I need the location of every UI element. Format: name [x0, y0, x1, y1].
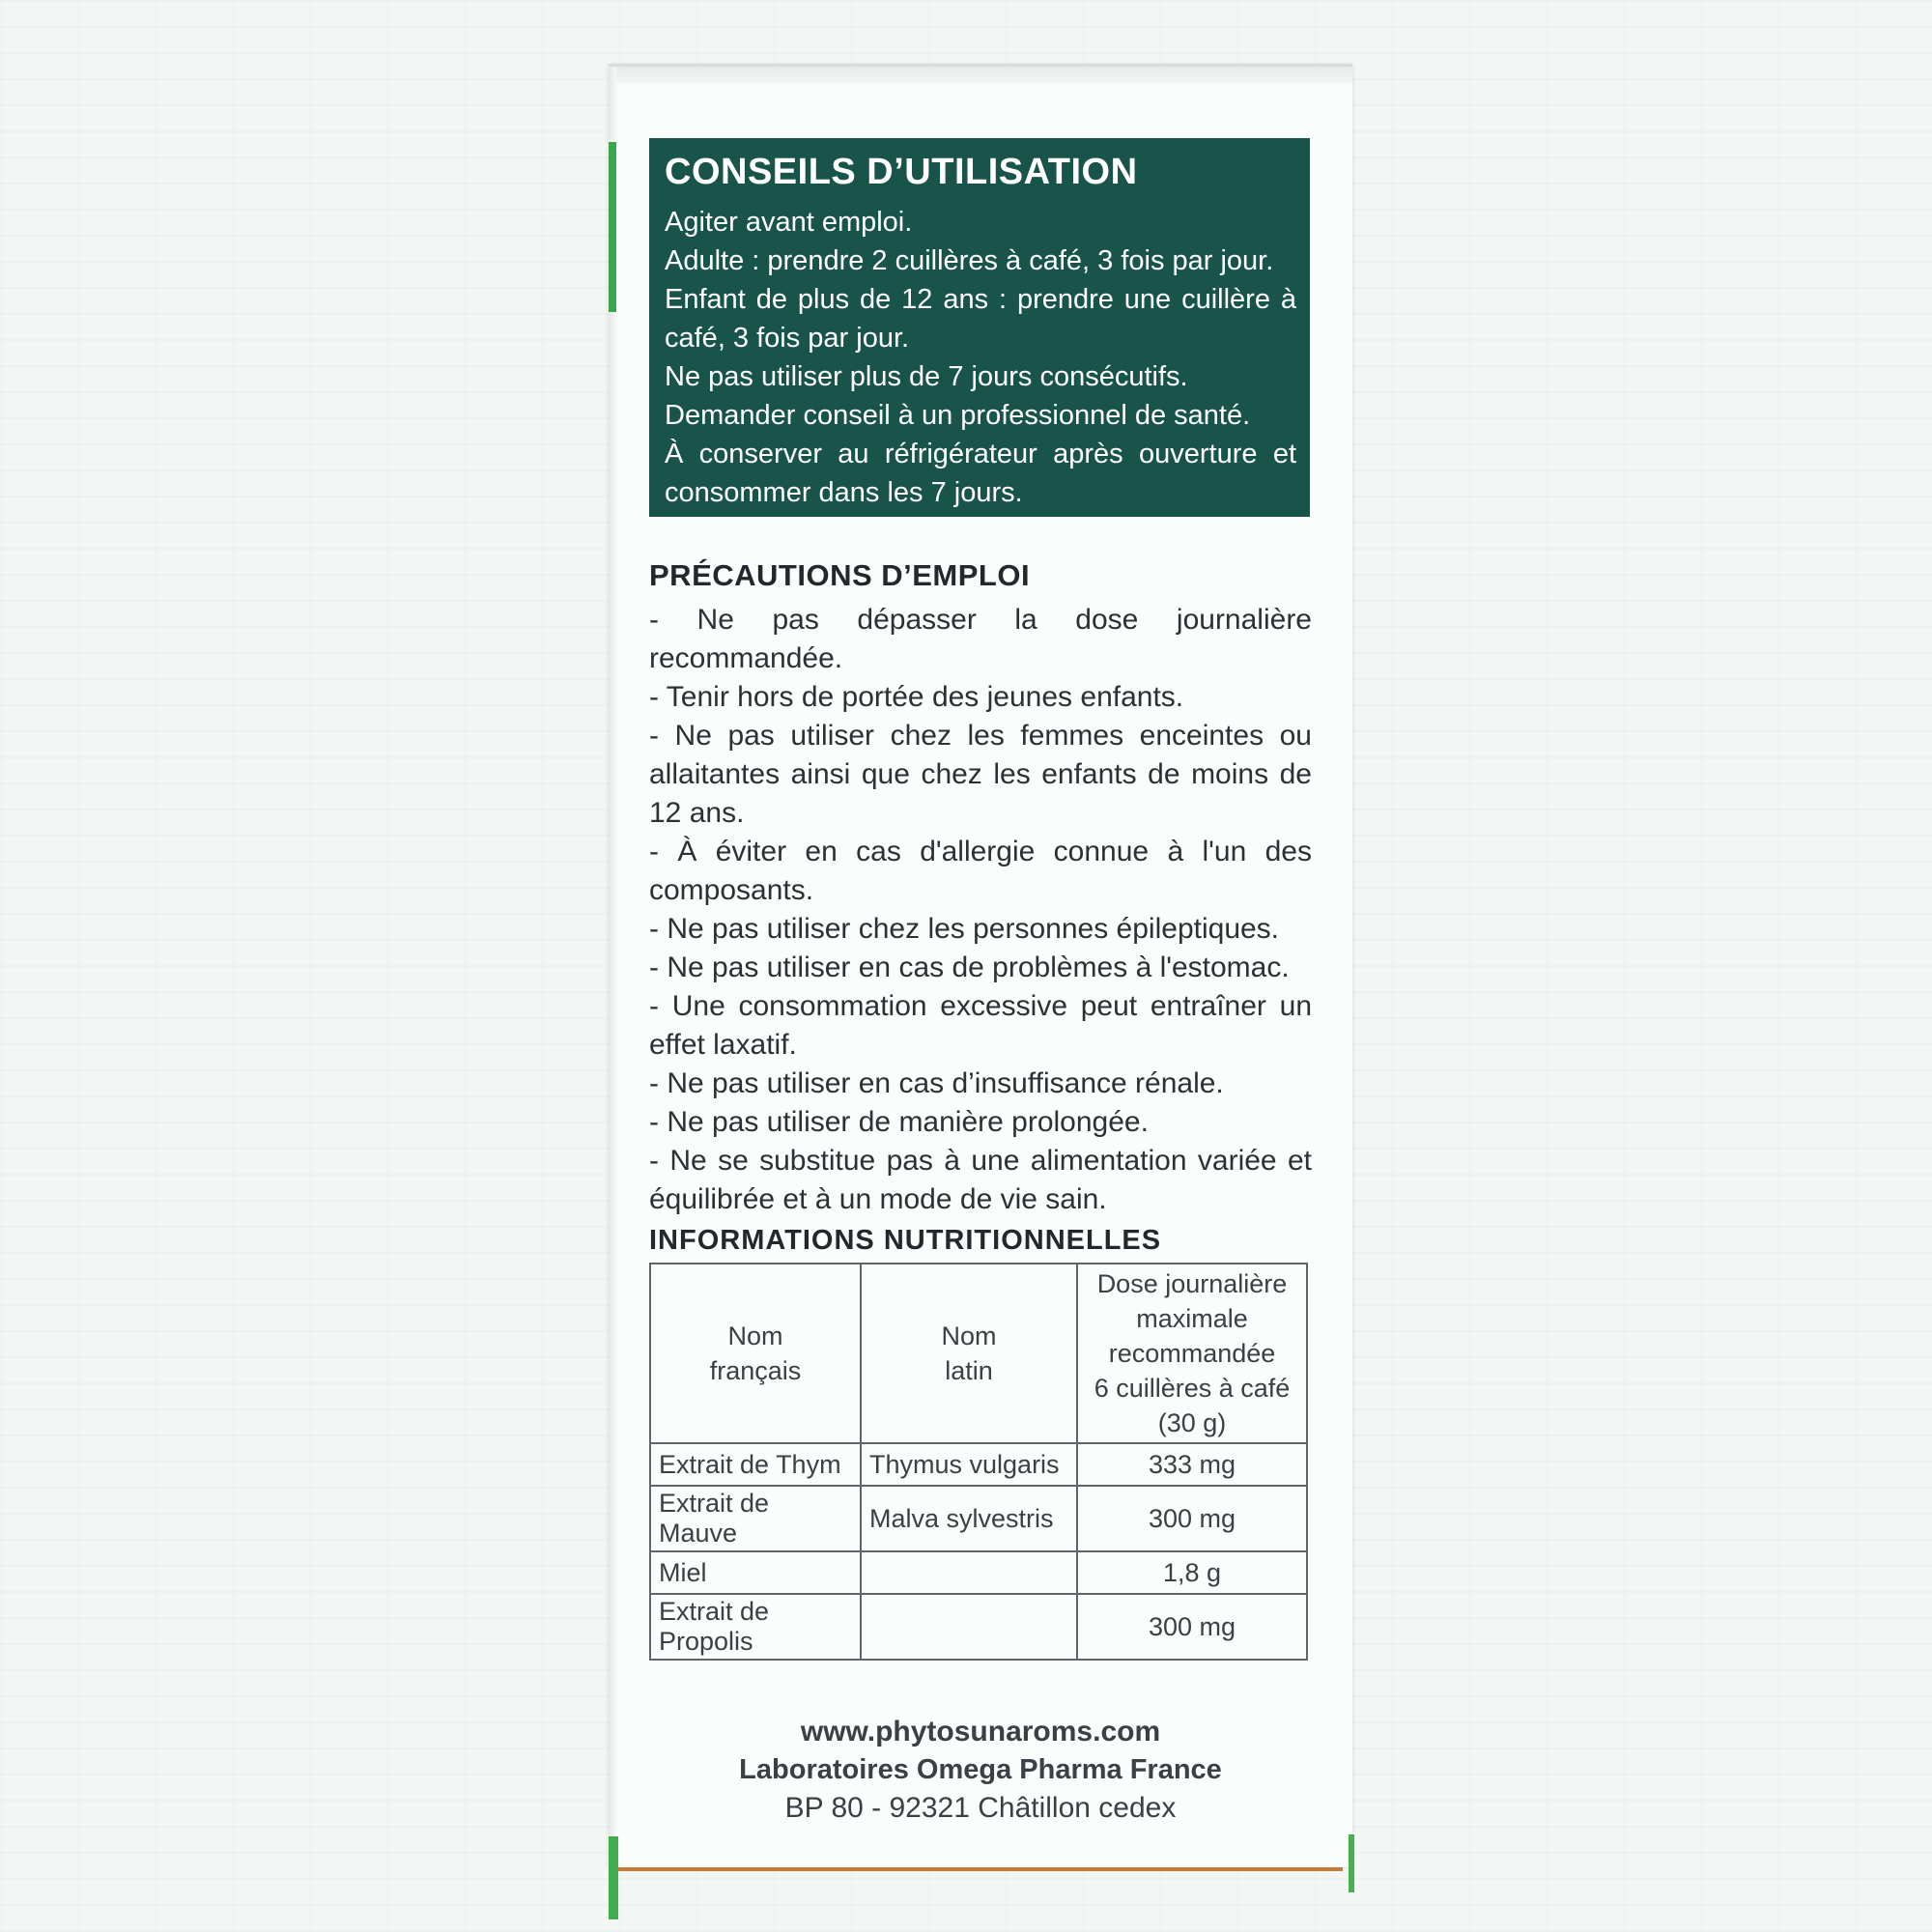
manufacturer-footer — [649, 1716, 1312, 1825]
cell-dose: 300 mg — [1077, 1486, 1307, 1551]
precaution-item: - Ne pas utiliser de manière prolongée. — [649, 1106, 1149, 1138]
precaution-item: - Tenir hors de portée des jeunes enfants. — [649, 681, 1184, 713]
precaution-item: - Ne pas utiliser en cas d’insuffisance rénale. — [649, 1067, 1224, 1099]
cell-latin: Thymus vulgaris — [861, 1443, 1077, 1486]
cell-name: Extrait de Thym — [650, 1443, 861, 1486]
precaution-item: - Ne pas utiliser chez les personnes épileptiques. — [649, 913, 1280, 945]
header-text: maximale — [1136, 1304, 1248, 1333]
website-url: www.phytosunaroms.com — [800, 1716, 1161, 1747]
table-row — [650, 1443, 1307, 1486]
usage-line: Adulte : prendre 2 cuillères à café, 3 fois par jour. — [665, 245, 1274, 276]
precautions-title: PRÉCAUTIONS D’EMPLOI — [649, 558, 1031, 592]
header-text: latin — [945, 1356, 993, 1385]
nutrition-title: INFORMATIONS NUTRITIONNELLES — [649, 1225, 1162, 1256]
usage-line: Ne pas utiliser plus de 7 jours consécutifs. — [665, 361, 1188, 392]
header-text: 6 cuillères à café — [1094, 1374, 1291, 1403]
precaution-item: - Une consommation excessive peut entraîner un effet laxatif. — [649, 990, 1312, 1061]
cell-name: Extrait de Propolis — [650, 1594, 861, 1660]
cell-dose: 1,8 g — [1077, 1551, 1307, 1594]
cell-name: Miel — [650, 1551, 861, 1594]
usage-line: Agiter avant emploi. — [665, 207, 913, 238]
precautions-section — [649, 558, 1312, 1219]
header-text: Nom — [941, 1321, 997, 1350]
precaution-item: - Ne pas dépasser la dose journalière recommandée. — [649, 604, 1312, 674]
precaution-item: - À éviter en cas d'allergie connue à l'un des composants. — [649, 836, 1312, 906]
nutrition-table — [649, 1263, 1308, 1661]
cell-latin: Malva sylvestris — [861, 1486, 1077, 1551]
precaution-item: - Ne pas utiliser chez les femmes enceintes ou allaitantes ainsi que chez les enfants de moins de 12 ans. — [649, 720, 1312, 829]
header-text: (30 g) — [1157, 1408, 1227, 1437]
nutrition-section — [649, 1225, 1312, 1661]
table-row — [650, 1594, 1307, 1660]
cell-dose: 300 mg — [1077, 1594, 1307, 1660]
table-row — [650, 1486, 1307, 1551]
table-row — [650, 1551, 1307, 1594]
green-accent-top — [609, 142, 616, 312]
header-text: Nom — [727, 1321, 783, 1350]
header-french-name — [650, 1264, 861, 1443]
green-accent-bottom — [609, 1836, 618, 1919]
precaution-item: - Ne se substitue pas à une alimentation variée et équilibrée et à un mode de vie sain. — [649, 1145, 1312, 1215]
cell-latin — [861, 1551, 1077, 1594]
usage-advice-text — [665, 203, 1296, 512]
cell-name: Extrait de Mauve — [650, 1486, 861, 1551]
box-bottom-edge — [618, 1867, 1343, 1871]
header-text: recommandée — [1108, 1339, 1276, 1368]
company-name: Laboratoires Omega Pharma France — [739, 1754, 1222, 1785]
box-left-edge — [609, 67, 616, 1867]
header-text: français — [709, 1356, 802, 1385]
usage-advice-panel — [649, 138, 1310, 517]
green-accent-right — [1349, 1834, 1354, 1892]
precaution-item: - Ne pas utiliser en cas de problèmes à l'estomac. — [649, 952, 1290, 983]
usage-line: Demander conseil à un professionnel de santé. — [665, 400, 1251, 431]
precautions-list — [649, 601, 1312, 1219]
header-daily-dose — [1077, 1264, 1307, 1443]
usage-line: À conserver au réfrigérateur après ouverture et consommer dans les 7 jours. — [665, 439, 1296, 508]
cell-dose: 333 mg — [1077, 1443, 1307, 1486]
box-top-fold — [609, 67, 1352, 84]
table-header-row — [650, 1264, 1307, 1443]
header-latin-name — [861, 1264, 1077, 1443]
cell-latin — [861, 1594, 1077, 1660]
header-text: Dose journalière — [1096, 1269, 1288, 1298]
usage-line: Enfant de plus de 12 ans : prendre une cuillère à café, 3 fois par jour. — [665, 284, 1296, 354]
usage-advice-title: CONSEILS D’UTILISATION — [665, 152, 1138, 192]
company-address: BP 80 - 92321 Châtillon cedex — [784, 1792, 1177, 1824]
